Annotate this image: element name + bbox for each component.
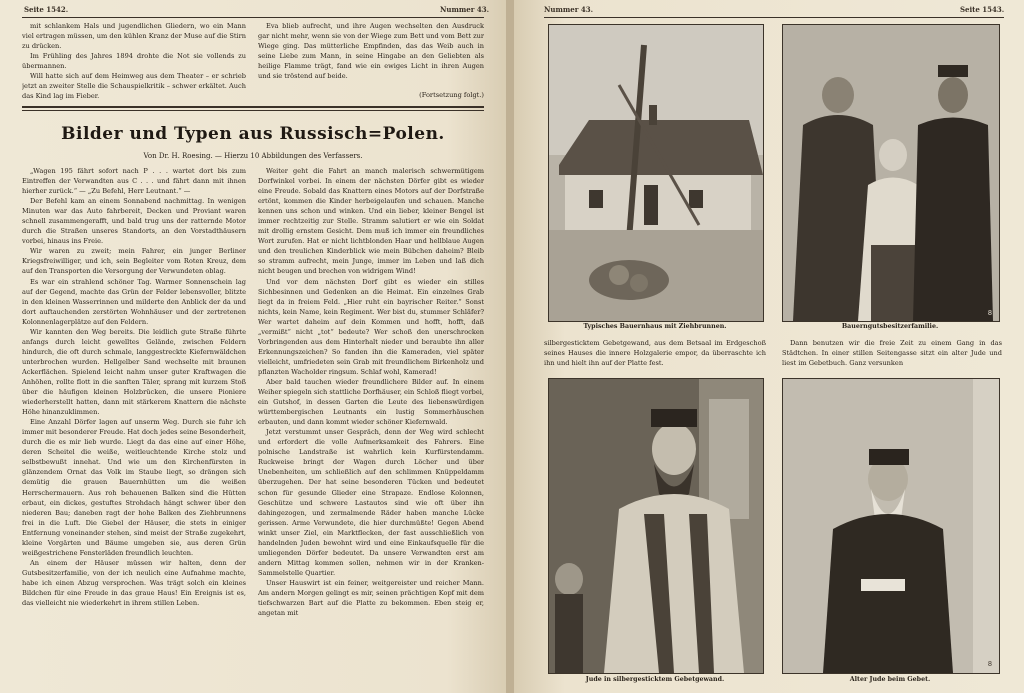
paragraph: Und vor dem nächsten Dorf gibt es wieder ein stilles Sichbesinnen und Gedenken an die Heimat. Ein einzelnes Grab liegt da in freiem Feld. „Hier ruht ein bayrischer Reiter.“ Sonst nichts, kein Name, kein Regiment. Wer bist du, stummer Schläfer? Wer wartet daheim auf dein Kommen und hofft, hofft, daß „vermißt“ nicht „tot“ bedeute? Wer schoß den unerschrocken Vorbringenden aus dem Hinterhalt nieder und beraubte ihn aller Erkennungszeichen? So fanden ihn die Kameraden, viel später vielleicht, umfriedeten sein Grab mit freundlichem Birkenholz und pflanzten Wacholder ringsum. Schlaf wohl, Kamerad! <box>258 277 484 376</box>
left-page <box>0 0 508 693</box>
photo-farmer-family <box>782 24 1000 322</box>
header-rule <box>544 17 1004 18</box>
to-be-continued: (Fortsetzung folgt.) <box>419 91 484 99</box>
paragraph: silbergesticktem Gebetgewand, aus dem Betsaal im Erdgeschoß seines Hauses die innere Holzgalerie empor, da überraschte ich ihn und hielt ihn auf der Platte fest. <box>544 339 766 368</box>
paragraph: „Wagen 195 fährt sofort nach P . . . wartet dort bis zum Eintreffen der Verwandten aus C . . . und fährt dann mit ihnen hierher zurück.“ — „Zu Befehl, Herr Leutnant.“ — <box>22 167 246 196</box>
serial-column-2 <box>258 21 484 91</box>
caption-old-jew-praying: Alter Jude beim Gebet. <box>849 676 931 683</box>
photo-jew-prayer-shawl <box>548 378 764 674</box>
section-divider <box>22 106 484 108</box>
caption-farmhouse: Typisches Bauernhaus mit Ziehbrunnen. <box>583 323 727 330</box>
photo-number: 8 <box>988 661 992 668</box>
prayer-shawl-illustration <box>549 379 763 673</box>
right-page <box>514 0 1024 693</box>
mid-text-left <box>544 338 766 372</box>
paragraph: Aber bald tauchen wieder freundlichere Bilder auf. In einem Weiher spiegeln sich stattliche Dorfhäuser, ein Schloß fliegt vorbei, ein Gutshof, in dessen Garten die Leute des liebenswürdigen württembergischen Leutnants ein lustig Sommerhäuschen erbauten, und dann kommt wieder schöner Kiefernwald. <box>258 377 484 427</box>
mid-text-right <box>782 338 1002 372</box>
photo-number: 8 <box>988 310 992 317</box>
issue-number-left: Nummer 43. <box>440 5 490 14</box>
paragraph: Weiter geht die Fahrt an manch malerisch schwermütigem Dorfwinkel vorbei. In einem der nächsten Dörfer gibt es wieder eine Freude. Sobald das Knattern eines Motors auf der Dorfstraße ertönt, kommen die Kinder herbeigelaufen und schauen. Manche kennen uns schon und winken. Und ein lieber, kleiner Bengel ist immer rechtzeitig zur Stelle. Stramm salutiert er wie ein Soldat mit drollig ernstem Gesicht. Dem muß ich immer ein freundliches Wort zurufen. Hat er nicht lichtblonden Haar und hellblaue Augen und den treulichen Kinderblick wie mein Bübchen daheim? Bleib so stramm aufrecht, mein Junge, immer im Leben und laß dich nicht beugen und brechen von widrigem Wind! <box>258 167 484 276</box>
paragraph: Es war ein strahlend schöner Tag. Warmer Sonnenschein lag auf der Gegend, machte das Grün der Felder lebensvoller, blitzte in den kleinen Wasserrinnen und milderte den Anblick der da und dort auftauchenden zerstörten Wohnhäuser und der zertretenen Kolonnenlagerplätze auf den Feldern. <box>22 277 246 326</box>
paragraph: Wir waren zu zweit; mein Fahrer, ein junger Berliner Kriegsfreiwilliger, und ich, sein Begleiter vom Roten Kreuz, dem auf den Transporten die Versorgung der Verwundeten oblag. <box>22 247 246 276</box>
article-column-1 <box>22 166 246 690</box>
paragraph: Jetzt verstummt unser Gespräch, denn der Weg wird schlecht und erfordert die volle Aufmerksamkeit des Fahrers. Eine polnische Landstraße ist wahrlich kein Kurfürstendamm. Ruckweise bringt der Wagen durch Löcher und über Unebenheiten, um schließlich auf den schlimmen Knüppeldamm überzugehen. Der hat seine besonderen Tücken und bedeutet schon für gesunde Glieder eine Strapaze. Endlose Kolonnen, Geschütze und schwere Lastautos sind wie oft über ihn dahingezogen, und zermalmende Räder haben manche Lücke gerissen. Arme Verwundete, die hier durchmüßte! Gegen Abend winkt unser Ziel, ein Marktflecken, der fast ausschließlich von handelnden Juden bewohnt wird und eine Einkaufsquelle für die umliegenden Dörfer bedeutet. Da unsere Verwandten erst am andern Mittag kommen sollen, nehmen wir in der Kranken-Sammelstelle Quartier. <box>258 428 484 577</box>
article-title: Bilder und Typen aus Russisch=Polen. <box>61 124 445 144</box>
paragraph: Eva blieb aufrecht, und ihre Augen wechselten den Ausdruck gar nicht mehr, wenn sie von der Wiege zum Bett und vom Bett zur Wiege ging. Das mütterliche Empfinden, das das Weib auch in seine Liebe zum Mann, in seine Hingabe an den Geliebten als heilige Flamme trägt, fand wie ein ewiges Licht in ihren Augen und sie tröstend auf beide. <box>258 22 484 81</box>
caption-jew-prayer-shawl: Jude in silbergesticktem Gebetgewand. <box>585 676 725 683</box>
paragraph: Will hatte sich auf dem Heimweg aus dem Theater – er schrieb jetzt an zweiter Stelle die Schauspielkritik – schwer erkältet. Auch das Kind lag im Fieber. <box>22 72 246 101</box>
paragraph: Dann benutzen wir die freie Zeit zu einem Gang in das Städtchen. In einer stillen Seitengasse sitzt ein alter Jude und liest im Gebetbuch. Ganz versunken <box>782 339 1002 368</box>
page-number-right: Seite 1543. <box>960 5 1005 14</box>
serial-column-1 <box>22 21 246 101</box>
paragraph: An einem der Häuser müssen wir halten, denn der Gutsbesitzerfamilie, von der ich neulich eine Aufnahme machte, habe ich einen Abzug versprochen. Was trägt solch ein kleines Bildchen für eine Freude in das graue Haus! Ein Ereignis ist es, das vielleicht nie wiederkehrt in ihrem stillen Leben. <box>22 558 246 608</box>
farmhouse-illustration <box>549 25 763 321</box>
old-man-illustration <box>783 379 999 673</box>
article-byline: Von Dr. H. Roesing. — Hierzu 10 Abbildungen des Verfassers. <box>143 152 363 160</box>
paragraph: Wir kannten den Weg bereits. Die leidlich gute Straße führte anfangs durch leicht gewelltes Gelände, zwischen Feldern hindurch, die oft durch schmale, langgestreckte Kiefernwäldchen unterbrochen wurden. Hellgelber Sand wechselte mit braunen Ackerflächen. Spielend leicht nahm unser guter Kraftwagen die Anhöhen, rollte flott in die sanften Täler, sprang mit kurzem Stoß über die häufigen kleinen Holzbrücken, die unsere Pioniere wiederherstellt hatten, dann mit stärkerem Knattern die nächste Höhe hinanzuklimmen. <box>22 327 246 417</box>
issue-number-right: Nummer 43. <box>544 5 594 14</box>
family-illustration <box>783 25 999 321</box>
paragraph: mit schlankem Hals und jugendlichen Gliedern, wo ein Mann viel ertragen müssen, um den kühlen Kranz der Muse auf die Stirn zu drücken. <box>22 22 246 51</box>
paragraph: Eine Anzahl Dörfer lagen auf unserm Weg. Durch sie fuhr ich immer mit besonderer Freude. Hat doch jedes seine Besonderheit, durch die es mir lieb wurde. Liegt da das eine auf einer Höhe, deren Scheitel die weiße, weitleuchtende Kirche stolz und selbstbewußt innehat. Und wie um den Kirchenfürsten in glänzendem Ornat das Volk im Staube liegt, so drängen sich demütig die grauen Bauernhütten um die weißen Herrschermauern. Aus roh behauenen Balken sind die Hütten erbaut, ein dickes, gestuftes Strohdach hängt schwer über den niederen Bau; daneben ragt der hohe Balken des Ziehbrunnens frei in die Luft. Die Giebel der Häuser, die stets in einiger Entfernung voneinander stehen, sind meist der Straße zugekehrt, kleine Vorgärten und Bäume umgeben sie, aus deren Grün weißgestrichene Fensterläden freundlich leuchten. <box>22 418 246 557</box>
header-rule <box>22 17 484 18</box>
paragraph: Der Befehl kam an einem Sonnabend nachmittag. In wenigen Minuten war das Auto fahrbereit, Decken und Proviant waren schnell zusammengerafft, und bald trug uns der ratternde Motor durch die Straßen unseres Standorts, an den Vorstadthäusern vorbei, hinaus ins Freie. <box>22 197 246 246</box>
article-column-2 <box>258 166 484 690</box>
photo-farmhouse <box>548 24 764 322</box>
page-number-left: Seite 1542. <box>24 5 69 14</box>
caption-farmer-family: Bauerngutsbesitzerfamilie. <box>841 323 939 330</box>
paragraph: Unser Hauswirt ist ein feiner, weitgereister und reicher Mann. Am andern Morgen gelingt es mir, seinen prächtigen Kopf mit dem tiefschwarzen Bart auf die Platte zu bekommen. Eben steig er, angetan mit <box>258 578 484 618</box>
section-divider-thin <box>22 110 484 111</box>
photo-old-jew-praying <box>782 378 1000 674</box>
paragraph: Im Frühling des Jahres 1894 drohte die Not sie vollends zu übermannen. <box>22 52 246 71</box>
